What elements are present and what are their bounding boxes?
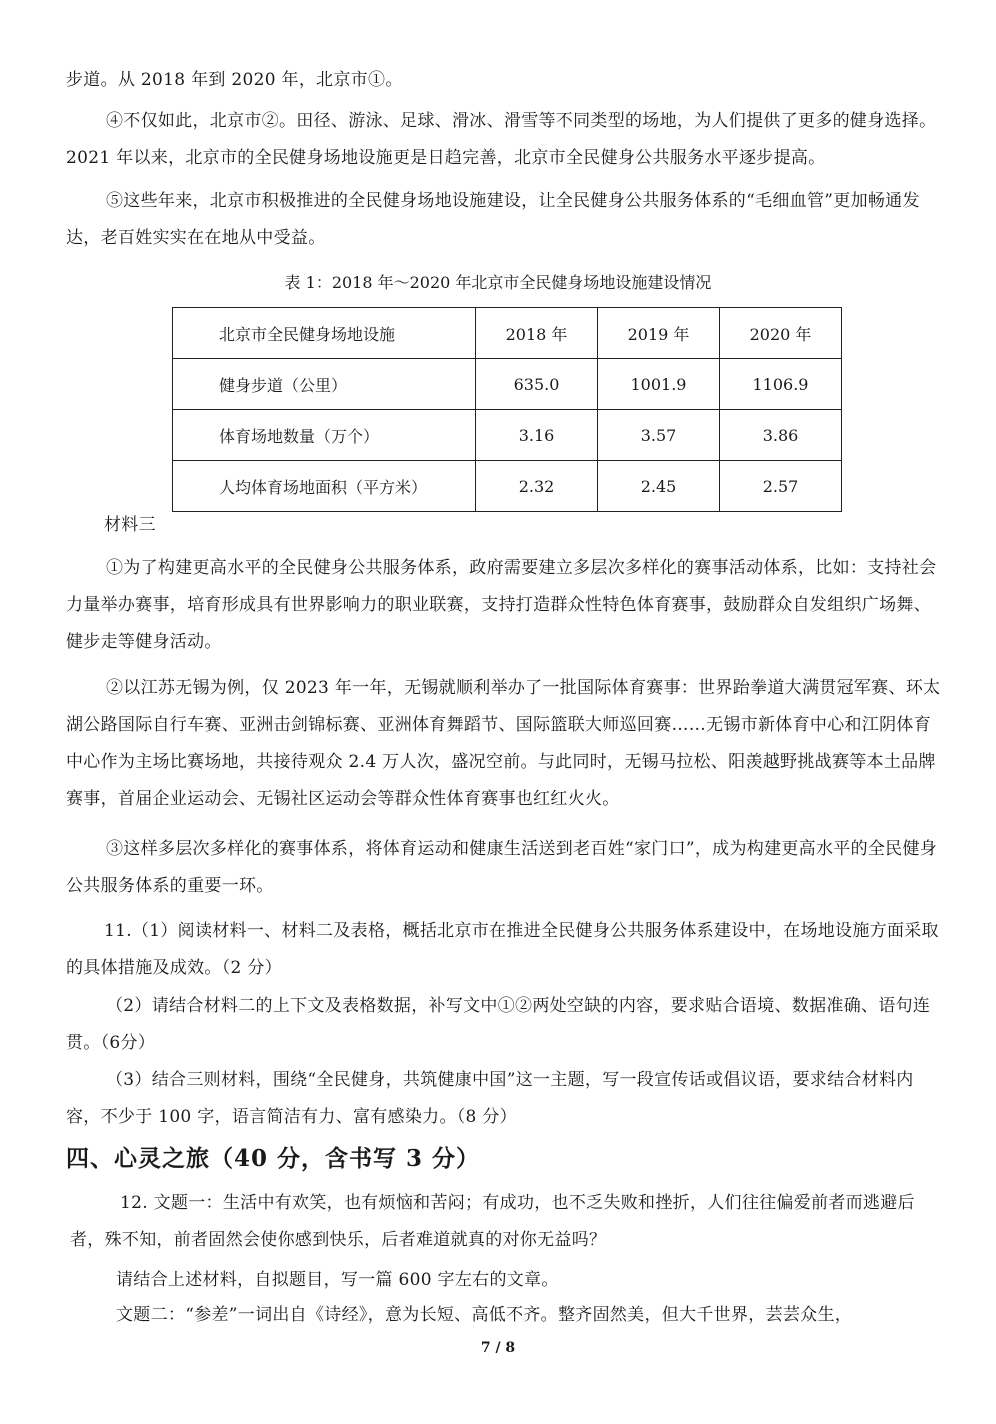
- section-heading: 四、心灵之旅（40 分，含书写 3 分）: [66, 1145, 481, 1172]
- table-cell: 635.0: [476, 359, 598, 410]
- table-cell: 3.16: [476, 410, 598, 461]
- table-header-cell: 北京市全民健身场地设施: [173, 308, 476, 359]
- question-11-1: 11.（1）阅读材料一、材料二及表格，概括北京市在推进全民健身公共服务体系建设中，在场地设施方面采取的具体措施及成效。（2 分）: [66, 921, 939, 978]
- table-header-cell: 2020 年: [720, 308, 842, 359]
- material-3-paragraph-3: ③这样多层次多样化的赛事体系，将体育运动和健康生活送到老百姓“家门口”，成为构建更高水平的全民健身公共服务体系的重要一环。: [66, 839, 938, 896]
- table-cell: 1106.9: [720, 359, 842, 410]
- material-3-paragraph-1: ①为了构建更高水平的全民健身公共服务体系，政府需要建立多层次多样化的赛事活动体系，比如：支持社会力量举办赛事，培育形成具有世界影响力的职业联赛，支持打造群众性特色体育赛事，鼓励群众自发组织广场舞、健步走等健身活动。: [66, 558, 937, 652]
- table-cell: 体育场地数量（万个）: [173, 410, 476, 461]
- table-cell: 3.86: [720, 410, 842, 461]
- table-row: [173, 461, 842, 512]
- table-row: [173, 359, 842, 410]
- paragraph-5: ⑤这些年来，北京市积极推进的全民健身场地设施建设，让全民健身公共服务体系的“毛细血管”更加畅通发达，老百姓实实在在地从中受益。: [66, 191, 920, 248]
- question-11-3: （3）结合三则材料，围绕“全民健身，共筑健康中国”这一主题，写一段宣传话或倡议语，要求结合材料内容，不少于 100 字，语言简洁有力、富有感染力。（8 分）: [66, 1070, 914, 1127]
- table-row: [173, 410, 842, 461]
- table-cell: 2.45: [598, 461, 720, 512]
- table-header-cell: 2018 年: [476, 308, 598, 359]
- table-header-row: [173, 308, 842, 359]
- paragraph-continuation: 步道。从 2018 年到 2020 年，北京市①。: [66, 70, 403, 90]
- paragraph-4: ④不仅如此，北京市②。田径、游泳、足球、滑冰、滑雪等不同类型的场地，为人们提供了更多的健身选择。2021 年以来，北京市的全民健身场地设施更是日趋完善，北京市全民健身公共服务水平逐步提高。: [66, 111, 937, 168]
- table-cell: 2.32: [476, 461, 598, 512]
- topic-2-text: 文题二：“参差”一词出自《诗经》，意为长短、高低不齐。整齐固然美，但大千世界，芸芸众生，: [116, 1305, 853, 1325]
- material-3-label: 材料三: [104, 515, 156, 535]
- page-number: 7 / 8: [480, 1340, 516, 1356]
- table-cell: 2.57: [720, 461, 842, 512]
- instruction-text: 请结合上述材料，自拟题目，写一篇 600 字左右的文章。: [116, 1270, 559, 1290]
- facility-table: [172, 307, 842, 512]
- table-caption: 表 1：2018 年～2020 年北京市全民健身场地设施建设情况: [284, 273, 712, 292]
- table-cell: 3.57: [598, 410, 720, 461]
- table-cell: 人均体育场地面积（平方米）: [173, 461, 476, 512]
- table-cell: 健身步道（公里）: [173, 359, 476, 410]
- question-11-2: （2）请结合材料二的上下文及表格数据，补写文中①②两处空缺的内容，要求贴合语境、数据准确、语句连贯。（6分）: [66, 996, 931, 1053]
- table-header-cell: 2019 年: [598, 308, 720, 359]
- table-cell: 1001.9: [598, 359, 720, 410]
- material-3-paragraph-2: ②以江苏无锡为例，仅 2023 年一年，无锡就顺利举办了一批国际体育赛事：世界跆拳道大满贯冠军赛、环太湖公路国际自行车赛、亚洲击剑锦标赛、亚洲体育舞蹈节、国际篮联大师巡回赛……无锡市新体育中心和江阴体育中心作为主场比赛场地，共接待观众 2.4 万人次，盛况空前。与此同时，无锡马拉松、阳羡越野挑战赛等本土品牌赛事，首届企业运动会、无锡社区运动会等群众性体育赛事也红红火火。: [66, 678, 941, 809]
- question-12: 12. 文题一：生活中有欢笑，也有烦恼和苦闷；有成功，也不乏失败和挫折，人们往往偏爱前者而逃避后者，殊不知，前者固然会使你感到快乐，后者难道就真的对你无益吗？: [70, 1193, 915, 1250]
